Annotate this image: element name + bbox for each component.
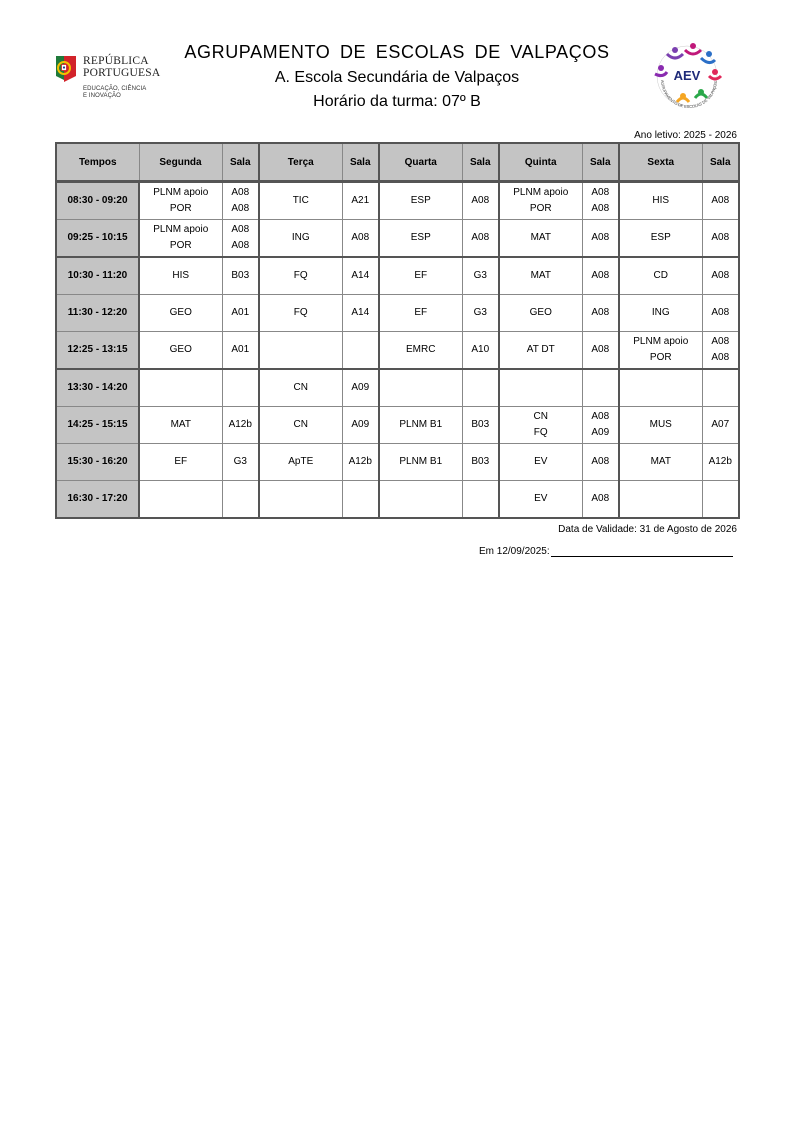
room-label: G3 (473, 307, 487, 318)
subject-label: EF (414, 270, 428, 281)
subject-label: POR (169, 240, 192, 251)
header-sala: Sala (342, 143, 379, 182)
ministry-name-line1: EDUCAÇÃO, CIÊNCIA (83, 86, 147, 92)
room-cell (582, 257, 619, 295)
room-label: A08 (711, 336, 730, 347)
schedule-table (55, 142, 740, 519)
room-cell (462, 481, 499, 519)
room-cell (342, 481, 379, 519)
room-cell (222, 182, 259, 220)
subject-label: POR (529, 203, 552, 214)
room-cell (342, 182, 379, 220)
header-quarta: Quarta (379, 143, 462, 182)
room-label: A08 (711, 270, 730, 281)
room-label: A08 (711, 352, 730, 363)
subject-label: PLNM B1 (399, 419, 443, 430)
room-cell (582, 332, 619, 370)
subject-label: EF (174, 456, 188, 467)
table-row (56, 257, 739, 295)
room-cell (222, 407, 259, 444)
room-label: A09 (351, 382, 370, 393)
room-cell (582, 182, 619, 220)
table-row (56, 220, 739, 258)
government-name (83, 55, 160, 79)
room-label: B03 (471, 456, 490, 467)
room-label: A01 (231, 307, 250, 318)
room-cell (702, 444, 739, 481)
subject-label: PLNM apoio (153, 224, 209, 235)
subject-cell (619, 444, 702, 481)
room-label: A08 (591, 187, 610, 198)
subject-cell (259, 182, 342, 220)
ministry-name-line2: E INOVAÇÃO (83, 93, 121, 99)
room-label: A12b (348, 456, 372, 467)
school-year: Ano letivo: 2025 - 2026 (634, 130, 737, 141)
room-cell (582, 444, 619, 481)
subject-label: FQ (533, 427, 548, 438)
room-label: A10 (471, 344, 490, 355)
room-cell (342, 220, 379, 258)
subject-label: AT DT (526, 344, 555, 355)
subject-cell (259, 369, 342, 407)
subject-cell (139, 220, 222, 258)
subject-label: ApTE (288, 456, 314, 467)
subject-label: HIS (172, 270, 190, 281)
aev-abbreviation: AEV (673, 68, 701, 83)
table-row (56, 481, 739, 519)
room-cell (462, 407, 499, 444)
subject-cell (499, 407, 582, 444)
school-group-title: AGRUPAMENTO DE ESCOLAS DE VALPAÇOS (184, 42, 610, 62)
subject-cell (379, 407, 462, 444)
subject-cell (139, 369, 222, 407)
header-sala: Sala (582, 143, 619, 182)
subject-cell (259, 220, 342, 258)
subject-cell (139, 295, 222, 332)
subject-label: EF (414, 307, 428, 318)
subject-label: POR (169, 203, 192, 214)
subject-cell (259, 481, 342, 519)
header-sala: Sala (222, 143, 259, 182)
subject-label: CN (533, 411, 548, 422)
validity-date: Data de Validade: 31 de Agosto de 2026 (558, 524, 737, 535)
room-cell (582, 407, 619, 444)
room-label: A08 (711, 232, 730, 243)
government-name-line2: PORTUGUESA (83, 67, 161, 79)
room-label: A01 (231, 344, 250, 355)
subject-cell (619, 407, 702, 444)
time-slot: 15:30 - 16:20 (56, 444, 139, 481)
table-row (56, 295, 739, 332)
header-sala: Sala (462, 143, 499, 182)
subject-cell (499, 295, 582, 332)
room-label: A08 (351, 232, 370, 243)
subject-cell (379, 332, 462, 370)
subject-cell (259, 257, 342, 295)
aev-ring-text: AGRUPAMENTO DE ESCOLAS DE VALPAÇOS (659, 79, 719, 110)
subject-cell (379, 220, 462, 258)
subject-cell (259, 407, 342, 444)
subject-label: ESP (650, 232, 671, 243)
subject-label: TIC (292, 195, 309, 206)
room-label: A08 (591, 232, 610, 243)
subject-label: ING (651, 307, 670, 318)
subject-cell (259, 332, 342, 370)
room-label: A08 (231, 224, 250, 235)
header-sexta: Sexta (619, 143, 702, 182)
subject-cell (379, 481, 462, 519)
subject-label: CN (293, 419, 308, 430)
header-quinta: Quinta (499, 143, 582, 182)
room-cell (702, 295, 739, 332)
subject-label: GEO (169, 344, 192, 355)
government-name-line1: REPÚBLICA (83, 55, 149, 67)
room-cell (702, 182, 739, 220)
room-cell (702, 481, 739, 519)
room-label: A08 (591, 270, 610, 281)
time-slot: 11:30 - 12:20 (56, 295, 139, 332)
room-cell (222, 295, 259, 332)
room-cell (702, 407, 739, 444)
subject-label: MAT (530, 232, 551, 243)
subject-cell (619, 220, 702, 258)
room-cell (222, 481, 259, 519)
header-sala: Sala (702, 143, 739, 182)
room-cell (342, 407, 379, 444)
room-label: B03 (471, 419, 490, 430)
time-slot: 13:30 - 14:20 (56, 369, 139, 407)
room-cell (222, 257, 259, 295)
subject-cell (619, 369, 702, 407)
room-cell (222, 332, 259, 370)
header-tempos: Tempos (56, 143, 139, 182)
table-row (56, 407, 739, 444)
subject-label: POR (649, 352, 672, 363)
subject-cell (139, 182, 222, 220)
subject-cell (499, 481, 582, 519)
room-cell (582, 481, 619, 519)
subject-cell (619, 182, 702, 220)
subject-cell (379, 444, 462, 481)
subject-cell (499, 182, 582, 220)
subject-cell (499, 220, 582, 258)
subject-label: ING (291, 232, 310, 243)
subject-label: PLNM B1 (399, 456, 443, 467)
subject-label: FQ (293, 307, 308, 318)
room-label: A09 (351, 419, 370, 430)
room-cell (222, 444, 259, 481)
room-cell (342, 444, 379, 481)
subject-label: ESP (410, 195, 431, 206)
subject-label: PLNM apoio (153, 187, 209, 198)
subject-label: MAT (530, 270, 551, 281)
room-label: A14 (351, 270, 370, 281)
signature-line (551, 546, 733, 557)
date-label: Em 12/09/2025: (479, 546, 550, 557)
ministry-name (83, 86, 146, 100)
date-signature-line (479, 546, 733, 557)
room-cell (342, 257, 379, 295)
subject-label: PLNM apoio (633, 336, 689, 347)
subject-cell (259, 295, 342, 332)
subject-label: EMRC (406, 344, 436, 355)
subject-label: ESP (410, 232, 431, 243)
header-segunda: Segunda (139, 143, 222, 182)
subject-cell (619, 257, 702, 295)
room-cell (702, 220, 739, 258)
room-cell (582, 369, 619, 407)
room-label: A08 (591, 493, 610, 504)
room-label: A08 (591, 411, 610, 422)
header-row (56, 143, 739, 182)
room-label: B03 (231, 270, 250, 281)
time-slot: 12:25 - 13:15 (56, 332, 139, 370)
subject-cell (499, 369, 582, 407)
subject-cell (139, 257, 222, 295)
subject-cell (139, 407, 222, 444)
room-label: G3 (473, 270, 487, 281)
room-label: A08 (591, 456, 610, 467)
subject-cell (619, 295, 702, 332)
room-label: A08 (711, 195, 730, 206)
room-label: A09 (591, 427, 610, 438)
room-label: G3 (233, 456, 247, 467)
subject-cell (499, 257, 582, 295)
subject-cell (379, 295, 462, 332)
aev-school-logo (643, 40, 731, 114)
room-cell (462, 369, 499, 407)
subject-label: CD (653, 270, 668, 281)
subject-label: MAT (170, 419, 191, 430)
subject-label: GEO (169, 307, 192, 318)
room-label: A08 (231, 240, 250, 251)
subject-cell (259, 444, 342, 481)
time-slot: 09:25 - 10:15 (56, 220, 139, 258)
room-label: A08 (471, 232, 490, 243)
subject-label: GEO (529, 307, 552, 318)
header-terca: Terça (259, 143, 342, 182)
room-cell (702, 332, 739, 370)
school-name: A. Escola Secundária de Valpaços (274, 69, 520, 86)
room-cell (342, 332, 379, 370)
room-label: A12b (708, 456, 732, 467)
subject-cell (139, 444, 222, 481)
room-cell (462, 220, 499, 258)
room-label: A08 (231, 187, 250, 198)
subject-label: EV (534, 493, 548, 504)
document-header (150, 40, 644, 112)
table-row (56, 332, 739, 370)
subject-cell (499, 444, 582, 481)
time-slot: 10:30 - 11:20 (56, 257, 139, 295)
room-cell (342, 369, 379, 407)
room-cell (702, 257, 739, 295)
room-label: A08 (471, 195, 490, 206)
portuguese-flag-emblem-icon (54, 54, 78, 84)
room-cell (462, 182, 499, 220)
time-slot: 08:30 - 09:20 (56, 182, 139, 220)
table-row (56, 444, 739, 481)
room-cell (222, 369, 259, 407)
subject-label: PLNM apoio (513, 187, 569, 198)
room-label: A08 (231, 203, 250, 214)
room-label: A08 (591, 203, 610, 214)
room-cell (462, 444, 499, 481)
class-schedule-title: Horário da turma: 07º B (313, 93, 481, 110)
subject-label: EV (534, 456, 548, 467)
room-cell (342, 295, 379, 332)
time-slot: 16:30 - 17:20 (56, 481, 139, 519)
table-row (56, 369, 739, 407)
subject-cell (619, 481, 702, 519)
room-cell (582, 295, 619, 332)
room-cell (462, 257, 499, 295)
room-cell (222, 220, 259, 258)
subject-label: FQ (293, 270, 308, 281)
subject-cell (499, 332, 582, 370)
subject-cell (139, 332, 222, 370)
subject-cell (139, 481, 222, 519)
room-cell (702, 369, 739, 407)
room-label: A14 (351, 307, 370, 318)
room-label: A07 (711, 419, 730, 430)
time-slot: 14:25 - 15:15 (56, 407, 139, 444)
room-label: A08 (591, 307, 610, 318)
subject-label: MUS (649, 419, 672, 430)
room-label: A08 (591, 344, 610, 355)
room-label: A12b (228, 419, 252, 430)
room-cell (582, 220, 619, 258)
subject-label: MAT (650, 456, 671, 467)
table-row (56, 182, 739, 220)
room-cell (462, 332, 499, 370)
subject-label: HIS (652, 195, 670, 206)
subject-label: CN (293, 382, 308, 393)
subject-cell (379, 182, 462, 220)
subject-cell (619, 332, 702, 370)
room-label: A21 (351, 195, 370, 206)
room-cell (462, 295, 499, 332)
subject-cell (379, 369, 462, 407)
room-label: A08 (711, 307, 730, 318)
subject-cell (379, 257, 462, 295)
